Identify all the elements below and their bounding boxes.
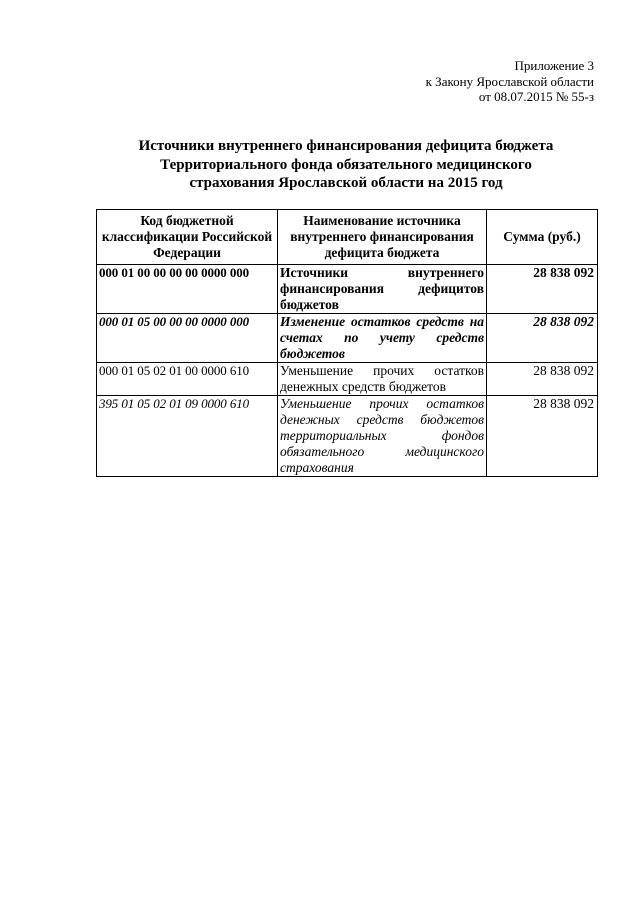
row-code: 000 01 05 02 01 00 0000 610 bbox=[97, 363, 278, 396]
row-sum: 28 838 092 bbox=[487, 314, 598, 363]
document-title bbox=[96, 137, 596, 193]
title-line-2: Территориального фонда обязательного медицинского bbox=[160, 156, 532, 173]
header-name: Наименование источника внутреннего финансирования дефицита бюджета bbox=[278, 210, 487, 265]
appendix-law-date: от 08.07.2015 № 55-з bbox=[478, 89, 594, 104]
row-code: 000 01 00 00 00 00 0000 000 bbox=[97, 265, 278, 314]
row-name: Источники внутреннего финансирования дефицитов бюджетов bbox=[278, 265, 487, 314]
table-row bbox=[97, 396, 598, 477]
title-line-1: Источники внутреннего финансирования дефицита бюджета bbox=[138, 138, 554, 154]
appendix-header bbox=[426, 58, 594, 105]
table-row bbox=[97, 363, 598, 396]
appendix-law-reference: к Закону Ярославской области bbox=[425, 73, 594, 89]
header-code: Код бюджетной классификации Российской Федерации bbox=[97, 210, 278, 265]
row-code: 395 01 05 02 01 09 0000 610 bbox=[97, 396, 278, 477]
row-code: 000 01 05 00 00 00 0000 000 bbox=[97, 314, 278, 363]
row-name: Изменение остатков средств на счетах по учету средств бюджетов bbox=[278, 314, 487, 363]
row-name: Уменьшение прочих остатков денежных средств бюджетов территориальных фондов обязательного медицинского страхования bbox=[278, 396, 487, 477]
row-sum: 28 838 092 bbox=[487, 396, 598, 477]
financing-sources-table bbox=[96, 209, 598, 477]
row-sum: 28 838 092 bbox=[487, 265, 598, 314]
row-name: Уменьшение прочих остатков денежных средств бюджетов bbox=[278, 363, 487, 396]
row-sum: 28 838 092 bbox=[487, 363, 598, 396]
table-row bbox=[97, 314, 598, 363]
header-sum: Сумма (руб.) bbox=[487, 210, 598, 265]
table-header-row bbox=[97, 210, 598, 265]
title-line-3: страхования Ярославской области на 2015 год bbox=[189, 175, 503, 191]
table-row bbox=[97, 265, 598, 314]
appendix-number: Приложение 3 bbox=[514, 58, 594, 73]
